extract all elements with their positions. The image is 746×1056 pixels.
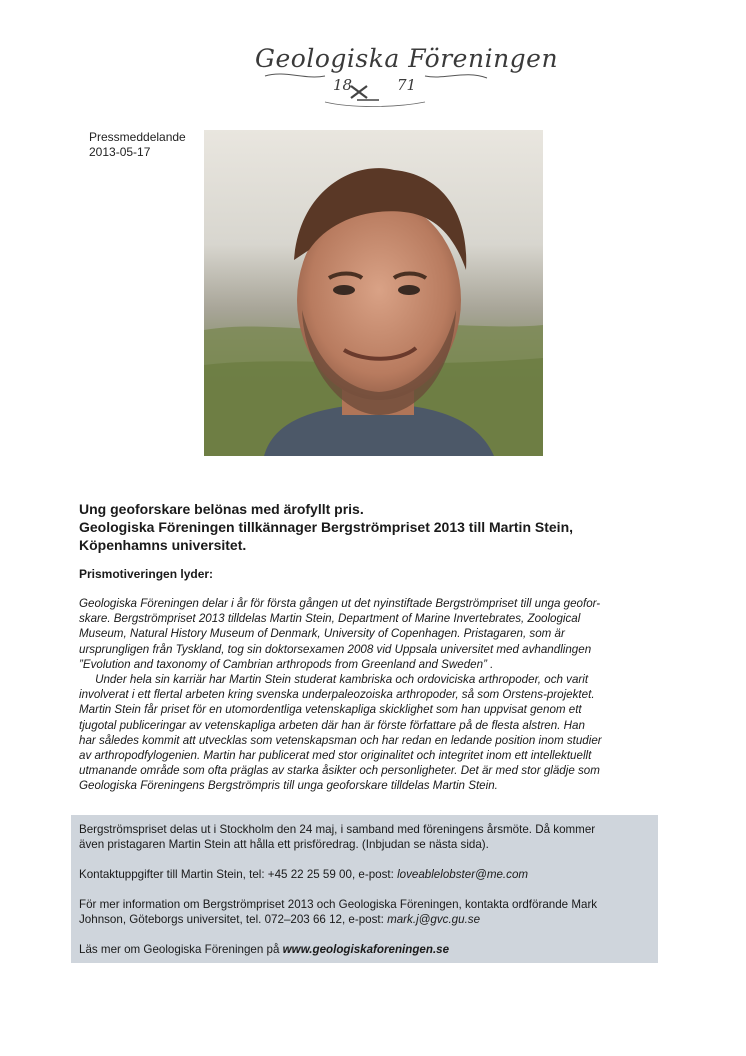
logo-year-right: 71 — [397, 76, 417, 94]
body-line: Geologiska Föreningens Bergströmpris till unga geoforskare tilldelas Martin Stein. — [79, 779, 498, 793]
headline-line-2: Geologiska Föreningen tillkännager Bergströmpriset 2013 till Martin Stein, — [79, 519, 574, 535]
body-line: involverat i ett flertal arbeten kring svenska underpaleozoiska arthropoder, så som Orstens-projektet. — [79, 688, 595, 702]
body-line: har således kommit att utvecklas som vetenskapsman och har redan en ledande position inom studier — [79, 733, 602, 747]
portrait-illustration — [204, 130, 543, 456]
body-line: Museum, Natural History Museum of Denmark, University of Copenhagen. Pristagaren, som är — [79, 627, 565, 641]
society-logo — [255, 40, 559, 112]
headline-line-1: Ung geoforskare belönas med ärofyllt pris. — [79, 501, 364, 517]
logo-year-left: 18 — [333, 76, 353, 94]
logo-wordmark: Geologiska Föreningen — [255, 44, 559, 73]
press-date: 2013-05-17 — [89, 145, 151, 159]
contact-prefix: Kontaktuppgifter till Martin Stein, tel: +45 22 25 59 00, e-post: — [79, 868, 398, 881]
press-label: Pressmeddelande — [89, 130, 186, 144]
body-line: Martin Stein får priset för en utomordentliga vetenskapliga skicklighet som han uppvisat genom ett — [79, 703, 582, 717]
body-line: Geologiska Föreningen delar i år för första gången ut det nyinstiftade Bergströmpriset till unga geofor- — [79, 597, 601, 610]
info-award-line-1: Bergströmspriset delas ut i Stockholm den 24 maj, i samband med föreningens årsmöte. Då kommer — [79, 823, 596, 836]
contact-email-link[interactable]: loveablelobster@me.com — [397, 868, 529, 881]
body-line: Under hela sin karriär har Martin Stein studerat kambriska och ordoviciska arthropoder, och varit — [79, 672, 589, 686]
prize-motivation-text — [79, 596, 654, 793]
chair-email-link[interactable]: mark.j@gvc.gu.se — [387, 913, 481, 926]
website-link[interactable]: www.geologiskaforeningen.se — [282, 943, 450, 956]
info-award-line-2: även pristagaren Martin Stein att hålla ett prisföredrag. (Inbjudan se nästa sida). — [79, 838, 489, 851]
info-read-more — [79, 942, 449, 958]
more-prefix: Johnson, Göteborgs universitet, tel. 072–203 66 12, e-post: — [79, 913, 388, 926]
body-line: ”Evolution and taxonomy of Cambrian arthropods from Greenland and Sweden” . — [79, 657, 494, 671]
info-box — [71, 815, 658, 963]
info-more-line-1: För mer information om Bergströmpriset 2013 och Geologiska Föreningen, kontakta ordförande Mark — [79, 898, 598, 911]
body-line: tjugotal publiceringar av vetenskapliga arbeten där han är förste författare på de flesta alstren. Han — [79, 718, 585, 732]
info-more-line-2 — [79, 912, 480, 928]
subhead: Prismotiveringen lyder: — [79, 567, 214, 581]
body-line: av arthropodfylogenien. Martin har publicerat med stor originalitet och integritet inom ett intellektuellt — [79, 748, 592, 762]
headline — [79, 500, 679, 554]
body-line: ursprungligen från Tyskland, tog sin doktorsexamen 2008 vid Uppsala universitet med avhandlingen — [79, 642, 592, 656]
info-contact — [79, 867, 528, 883]
body-line: utmanande område som ofta präglas av starka åsikter och personligheter. Det är med stor glädje som — [79, 764, 600, 778]
portrait-photo — [204, 130, 543, 456]
body-line: skare. Bergströmpriset 2013 tilldelas Martin Stein, Department of Marine Invertebrates, Zoological — [79, 612, 581, 626]
press-info — [89, 130, 186, 160]
read-prefix: Läs mer om Geologiska Föreningen på — [79, 943, 283, 956]
headline-line-3: Köpenhamns universitet. — [79, 537, 247, 553]
